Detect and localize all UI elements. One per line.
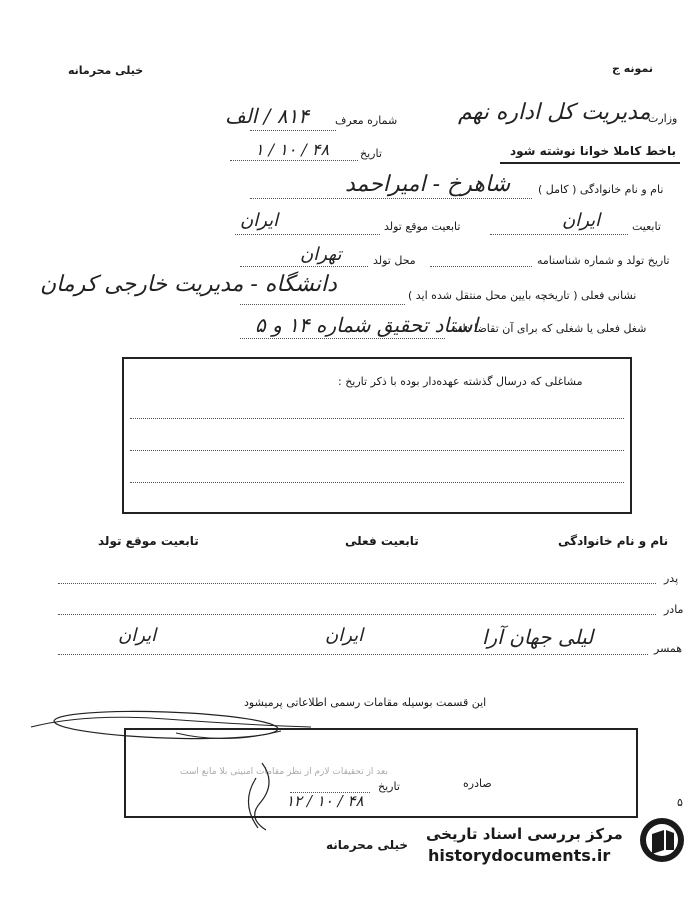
date-label: تاریخ	[360, 147, 382, 160]
watermark-site: historydocuments.ir	[428, 846, 611, 865]
birthplace-label: محل تولد	[373, 254, 416, 267]
archive-logo-icon	[638, 816, 686, 864]
address-label: نشانی فعلی ( تاریخچه بایین محل منتقل شده اید )	[408, 289, 637, 302]
ministry-label: وزارت	[648, 112, 678, 125]
form-name: نمونه ج	[612, 62, 653, 75]
birth-date-label: تاریخ تولد و شماره شناسنامه	[537, 254, 670, 267]
row-label-mother: مادر	[664, 603, 684, 616]
sader-label: صادره	[463, 777, 492, 790]
occupation-value: استاد تحقیق شماره ۱۴ و ۵	[255, 313, 478, 337]
col-header-birth: تابعیت موقع تولد	[98, 534, 199, 548]
row-label-father: پدر	[664, 572, 679, 585]
row-label-spouse: همسر	[654, 642, 683, 655]
address-value: دانشگاه - مدیریت خارجی کرمان	[40, 272, 337, 297]
watermark-name: مرکز بررسی اسناد تاریخی	[426, 825, 623, 843]
nationality-label: تابعیت	[632, 220, 661, 233]
spouse-birth-nationality: ایران	[118, 625, 157, 646]
signature-scribble	[232, 758, 292, 838]
date-value: ۴۸ / ۱۰ / ۱	[255, 140, 330, 159]
official-date-label: تاریخ	[378, 780, 400, 793]
occupation-label: شغل فعلی یا شغلی که برای آن تقاضا داده	[452, 322, 647, 335]
birthplace-value: تهران	[300, 244, 342, 265]
full-name-label: نام و نام خانوادگی ( کامل )	[538, 183, 664, 196]
spouse-current-nationality: ایران	[325, 625, 364, 646]
instruction: باخط کاملا خوانا نوشته شود	[510, 144, 677, 158]
official-handwritten-date: ۴۸ / ۱۰ / ۱۲	[286, 792, 364, 810]
ministry-value: مدیریت کل اداره نهم	[458, 100, 651, 125]
margin-mark: ۵	[677, 796, 683, 809]
birth-nationality-value: ایران	[240, 210, 279, 231]
col-header-name: نام و نام خانوادگی	[558, 534, 669, 548]
full-name-value: شاهرخ - امیراحمد	[345, 172, 511, 197]
col-header-current: تابعیت فعلی	[345, 534, 419, 548]
ref-label: شماره معرف	[335, 114, 398, 127]
classification-bottom: خیلی محرمانه	[326, 838, 409, 852]
birth-nationality-label: تابعیت موقع تولد	[384, 220, 461, 233]
past-jobs-label: مشاغلی که درسال گذشته عهده‌دار بوده با ذکر تاریخ :	[338, 375, 583, 388]
spouse-name: لیلی جهان آرا	[482, 625, 594, 649]
official-note: این قسمت بوسیله مقامات رسمی اطلاعاتی پرمیشود	[244, 696, 487, 709]
ref-value: ۸۱۴ / الف	[225, 104, 310, 128]
classification-top: خیلی محرمانه	[68, 64, 144, 77]
nationality-value: ایران	[562, 210, 601, 231]
official-faded-text: بعد از تحقیقات لازم از نظر مقامات امنیتی بلا مانع است	[180, 767, 388, 777]
